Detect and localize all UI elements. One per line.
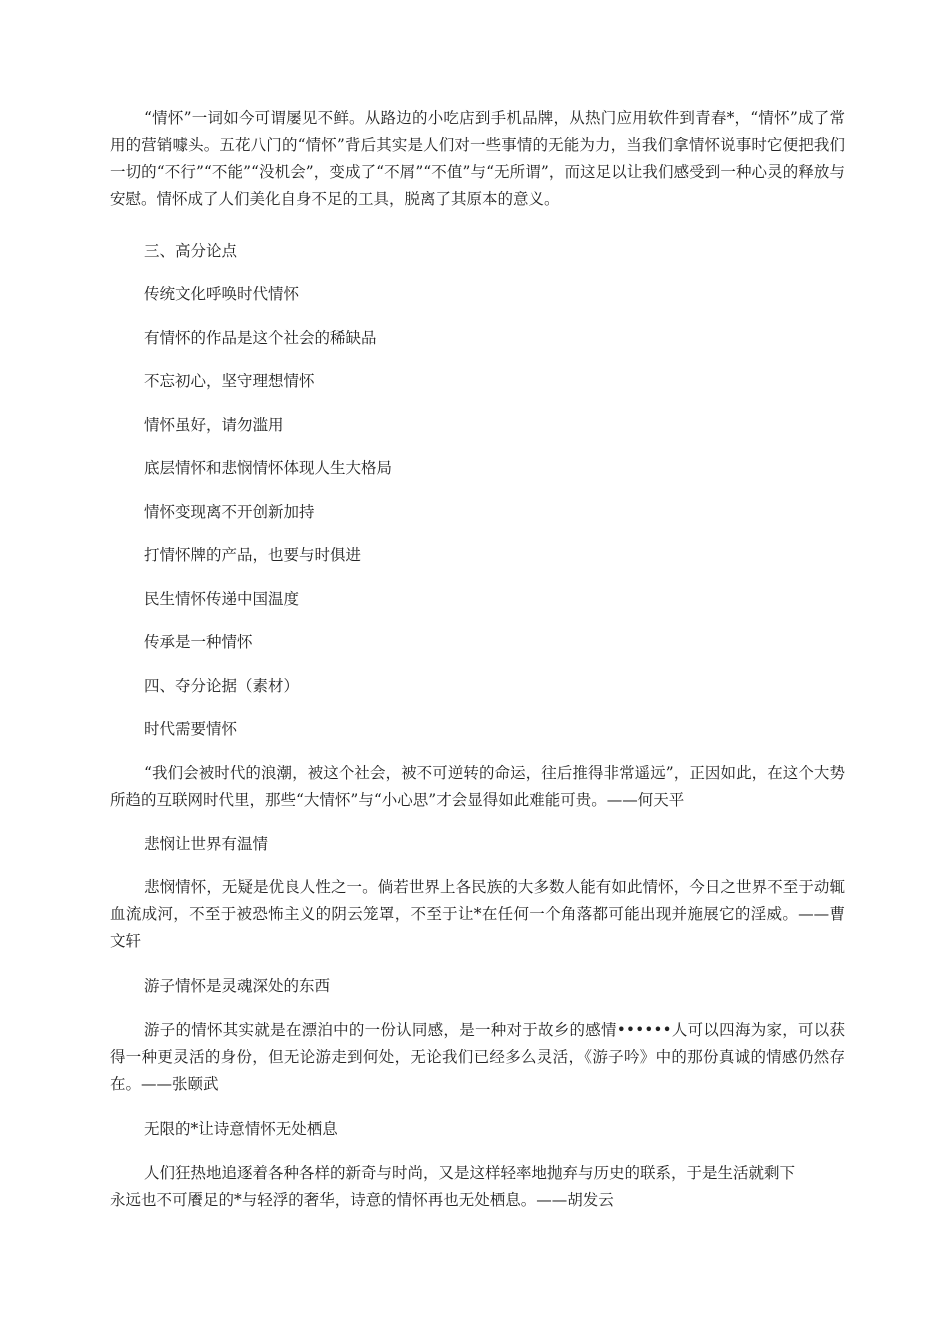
argument-point: 底层情怀和悲悯情怀体现人生大格局 <box>144 459 393 477</box>
material-title: 游子情怀是灵魂深处的东西 <box>144 977 331 995</box>
material-title: 无限的*让诗意情怀无处栖息 <box>144 1120 338 1138</box>
argument-point: 传统文化呼唤时代情怀 <box>144 285 300 303</box>
argument-point: 情怀虽好，请勿滥用 <box>144 416 284 434</box>
argument-point: 民生情怀传递中国温度 <box>144 590 300 608</box>
argument-point: 打情怀牌的产品，也要与时俱进 <box>144 546 362 564</box>
intro-paragraph: “情怀”一词如今可谓屡见不鲜。从路边的小吃店到手机品牌，从热门应用软件到青春*，“情怀”成了常用的营销噱头。五花八门的“情怀”背后其实是人们对一些事情的无能为力，当我们拿情怀说事时它便把我们一切的“不行”“不能”“没机会”，变成了“不屑”“不值”与“无所谓”，而这足以让我们感受到一种心灵的释放与安慰。情怀成了人们美化自身不足的工具，脱离了其原本的意义。 <box>110 109 845 208</box>
argument-point: 传承是一种情怀 <box>144 633 253 651</box>
section-heading-evidence: 四、夺分论据（素材） <box>144 677 300 695</box>
argument-point: 情怀变现离不开创新加持 <box>144 503 315 521</box>
material-paragraph: 悲悯情怀，无疑是优良人性之一。倘若世界上各民族的大多数人能有如此情怀，今日之世界不至于动辄血流成河，不至于被恐怖主义的阴云笼罩，不至于让*在任何一个角落都可能出现并施展它的淫威。——曹文轩 <box>110 878 845 950</box>
argument-point: 不忘初心，坚守理想情怀 <box>144 372 315 390</box>
material-title: 悲悯让世界有温情 <box>144 835 269 853</box>
material-paragraph: 游子的情怀其实就是在漂泊中的一份认同感，是一种对于故乡的感情••••••人可以四海为家，可以获得一种更灵活的身份，但无论游走到何处，无论我们已经多么灵活，《游子吟》中的那份真诚的情感仍然存在。——张颐武 <box>110 1021 845 1093</box>
section-heading-arguments: 三、高分论点 <box>144 242 238 260</box>
material-paragraph: “我们会被时代的浪潮，被这个社会，被不可逆转的命运，往后推得非常遥远”，正因如此，在这个大势所趋的互联网时代里，那些“大情怀”与“小心思”才会显得如此难能可贵。——何天平 <box>110 764 845 809</box>
material-line: 人们狂热地追逐着各种各样的新奇与时尚，又是这样轻率地抛弃与历史的联系，于是生活就剩下 <box>144 1164 796 1182</box>
argument-point: 有情怀的作品是这个社会的稀缺品 <box>144 329 377 347</box>
material-line: 永远也不可餍足的*与轻浮的奢华，诗意的情怀再也无处栖息。——胡发云 <box>110 1191 614 1209</box>
material-title: 时代需要情怀 <box>144 720 238 738</box>
